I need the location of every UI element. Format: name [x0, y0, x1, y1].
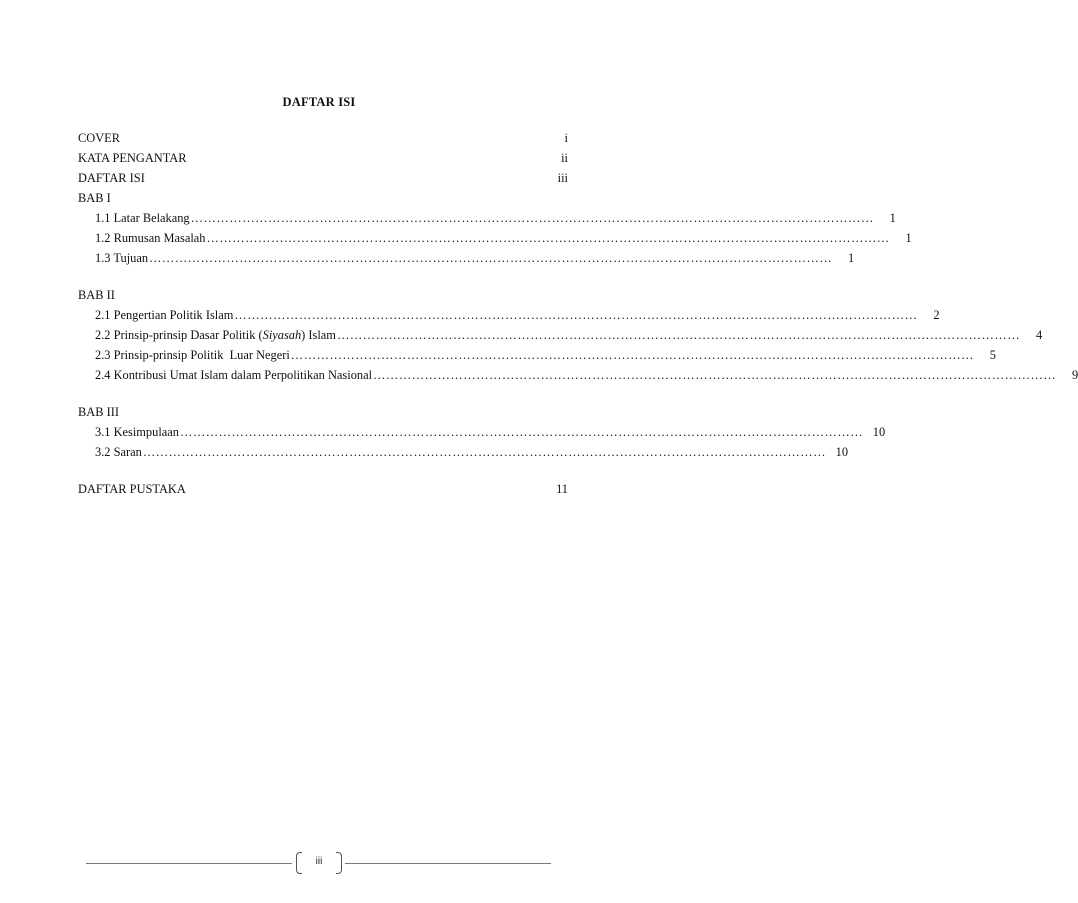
toc-entry-page: iii	[557, 171, 568, 185]
footer-bracket-left-icon	[296, 852, 302, 874]
toc-entry-label: KATA PENGANTAR	[78, 151, 187, 165]
footer-rule-left	[86, 863, 292, 864]
footer-page-number: iii	[315, 856, 323, 867]
table-of-contents	[78, 128, 1078, 499]
toc-section-3-1	[78, 422, 886, 442]
toc-section-label: 1.2 Rumusan Masalah	[95, 231, 206, 245]
toc-chapter-bab-1	[78, 188, 568, 208]
toc-section-1-1	[78, 208, 896, 228]
toc-section-label: 1.3 Tujuan	[95, 251, 149, 265]
toc-chapter-label: BAB III	[78, 405, 119, 419]
toc-section-2-1	[78, 305, 940, 325]
footer-bracket-right-icon	[336, 852, 342, 874]
toc-section-page: 5	[989, 348, 996, 362]
toc-section-label: 2.4 Kontribusi Umat Islam dalam Perpolitikan Nasional	[95, 368, 373, 382]
toc-entry-label: DAFTAR PUSTAKA	[78, 482, 186, 496]
toc-section-page: 2	[933, 308, 940, 322]
toc-leader-dots: ……………………………………………………………………………………………………………………………………………	[142, 445, 827, 459]
toc-leader-dots: ……………………………………………………………………………………………………………………………………………	[234, 308, 918, 322]
toc-entry-cover	[78, 128, 568, 148]
toc-leader-dots: ……………………………………………………………………………………………………………………………………………	[336, 328, 1021, 342]
toc-section-page: 9	[1072, 368, 1078, 382]
page-footer	[0, 848, 638, 878]
toc-section-2-2	[78, 325, 1043, 345]
toc-leader-dots: ……………………………………………………………………………………………………………………………………………	[190, 211, 874, 225]
toc-entry-label: DAFTAR ISI	[78, 171, 145, 185]
toc-section-2-4	[78, 365, 1078, 385]
toc-section-page: 1	[905, 231, 912, 245]
toc-section-page: 1	[848, 251, 855, 265]
toc-section-label: 2.2 Prinsip-prinsip Dasar Politik (Siyasah) Islam	[95, 328, 336, 342]
toc-section-page: 4	[1035, 328, 1043, 342]
toc-section-page: 1	[889, 211, 896, 225]
toc-entry-page: i	[564, 131, 568, 145]
toc-italic-term: Siyasah	[262, 328, 302, 342]
toc-chapter-label: BAB II	[78, 288, 115, 302]
footer-rule-right	[345, 863, 551, 864]
toc-section-1-2	[78, 228, 912, 248]
toc-leader-dots: ……………………………………………………………………………………………………………………………………………	[149, 251, 833, 265]
toc-section-label: 2.3 Prinsip-prinsip Politik Luar Negeri	[95, 348, 290, 362]
toc-section-2-3	[78, 345, 996, 365]
toc-entry-page: ii	[561, 151, 568, 165]
toc-chapter-bab-3	[78, 402, 568, 422]
toc-entry-label: COVER	[78, 131, 120, 145]
toc-entry-daftar-isi	[78, 168, 568, 188]
toc-entry-page: 11	[556, 482, 568, 496]
toc-section-page: 10	[835, 445, 849, 459]
toc-chapter-label: BAB I	[78, 191, 111, 205]
toc-section-label: 2.1 Pengertian Politik Islam	[95, 308, 234, 322]
toc-section-label: 3.2 Saran	[95, 445, 142, 459]
toc-leader-dots: ……………………………………………………………………………………………………………………………………………	[290, 348, 974, 362]
toc-entry-kata-pengantar	[78, 148, 568, 168]
toc-entry-daftar-pustaka	[78, 479, 568, 499]
toc-section-page: 10	[872, 425, 886, 439]
toc-section-3-2	[78, 442, 849, 462]
page-title: DAFTAR ISI	[282, 95, 356, 109]
toc-section-1-3	[78, 248, 855, 268]
toc-leader-dots: ……………………………………………………………………………………………………………………………………………	[373, 368, 1057, 382]
toc-leader-dots: ……………………………………………………………………………………………………………………………………………	[179, 425, 864, 439]
toc-chapter-bab-2	[78, 285, 568, 305]
toc-leader-dots: ……………………………………………………………………………………………………………………………………………	[206, 231, 890, 245]
toc-section-label: 1.1 Latar Belakang	[95, 211, 190, 225]
toc-section-label: 3.1 Kesimpulaan	[95, 425, 179, 439]
